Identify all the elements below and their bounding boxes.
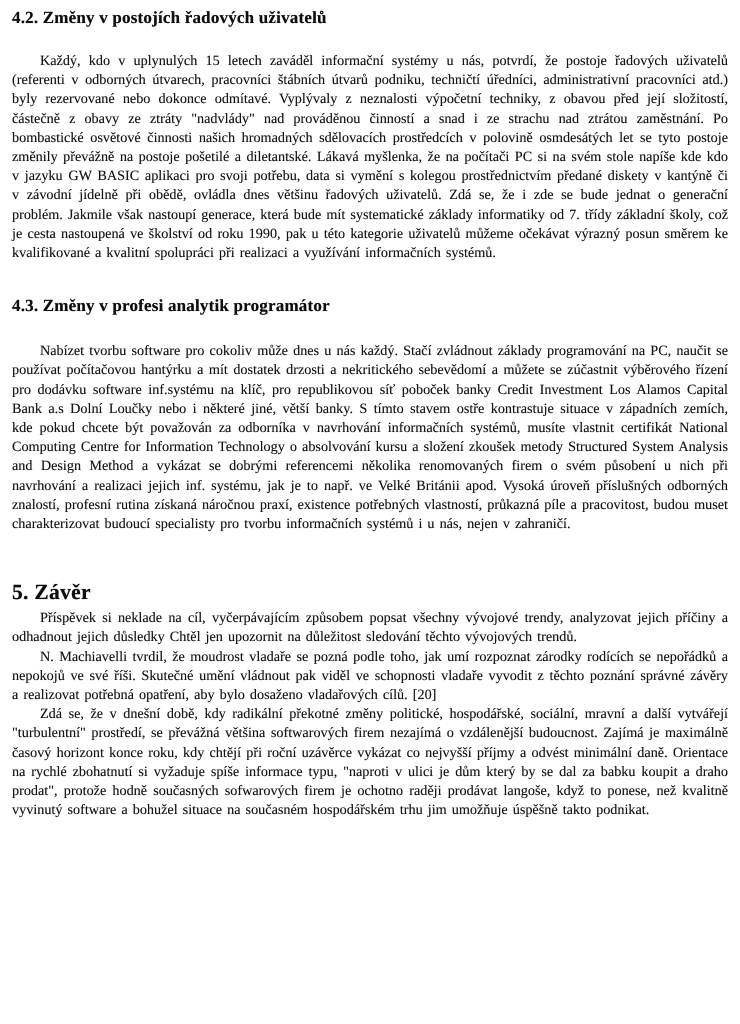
section-4-2-heading: 4.2. Změny v postojích řadových uživatelů xyxy=(12,8,327,27)
section-4-2 xyxy=(12,8,728,263)
section-4-3-heading: 4.3. Změny v profesi analytik programátor xyxy=(12,296,330,316)
section-4-2-paragraph: Každý, kdo v uplynulých 15 letech zaváděl informační systémy u nás, potvrdí, že postoje řadových uživatelů (referenti v odborných útvarech, pracovníci štábních útvarů podniku, techničtí úředníci, administrativní pracovníci atd.) byly rezervované nebo dokonce odmítavé. Vyplývaly z neznalosti výpočetní techniky, z obavou před její složitostí, částečně z obavy ze ztráty "nadvlády" nad prováděnou činností a snad i ze strachu nad ztrátou zaměstnání. Po bombastické osvětové činnosti našich hromadných sdělovacích prostředcích v polovině osmdesátých let se tyto postoje změnily převážně na postoje pošetilé a diletantské. Lákavá myšlenka, že na počítači PC si na svém stole napíše kde kdo v jazyku GW BASIC aplikaci pro svoji potřebu, data si vymění s kolegou prostřednictvím předané diskety v kantýně či v závodní jídelně při obědě, ovládla dnes většinu řadových uživatelů. Zdá se, že i zde se bude jednat o generační problém. Jakmile však nastoupí generace, která bude mít systematické základy informatiky od 7. třídy základní školy, což je cesta nastoupená ve školství od roku 1990, pak u této kategorie uživatelů můžeme očekávat výrazný posun směrem ke kvalifikované a kvalitní spolupráci při realizaci a využívání informačních systémů. xyxy=(12,53,728,262)
section-5-paragraph-1: Příspěvek si neklade na cíl, vyčerpávajícím způsobem popsat všechny vývojové trendy, analyzovat jejich příčiny a odhadnout jejich důsledky Chtěl jen upozornit na důležitost sledování těchto vývojových trendů. xyxy=(12,610,728,646)
section-5-heading: 5. Závěr xyxy=(12,580,91,605)
section-5 xyxy=(12,580,728,820)
section-4-3-paragraph: Nabízet tvorbu software pro cokoliv může dnes u nás každý. Stačí zvládnout základy programování na PC, naučit se používat počítačovou hantýrku a mít dostatek drzosti a nekritického sebevědomí a můžete se zúčastnit výběrového řízení pro dodávku software inf.systému na klíč, pro republikovou síť poboček banky Credit Investment Los Alamos Capital Bank a.s Dolní Loučky nebo i některé jiné, větší banky. S tímto stavem ostře kontrastuje situace v západních zemích, kde pokud chcete být považován za odborníka v navrhování informačních systémů, musíte vlastnit certifikát National Computing Centre for Information Technology o absolvování kursu a složení zkoušek metody Structured System Analysis and Design Method a vykázat se dobrými referencemi několika renomovaných firem o svém působení u nich při navrhování a realizaci jejich inf. systému, jak je to např. ve Velké Británii apod. Vysoká úroveň příslušných odborných znalostí, profesní rutina získaná náročnou praxí, existence potřebných vlastností, průkazná píle a pracovitost, budou muset charakterizovat budoucí specialisty pro tvorbu informačních systémů i u nás, nejen v zahraničí. xyxy=(12,343,728,533)
section-4-3 xyxy=(12,296,728,534)
section-5-paragraph-3: Zdá se, že v dnešní době, kdy radikální překotné změny politické, hospodářské, sociální, mravní a další vytvářejí "turbulentní" prostředí, se převážná většina softwarových firem nezajímá o vzdálenější budoucnost. Zajímá je maximálně časový horizont konce roku, kdy chtějí při roční uzávěrce vykázat co nejvyšší příjmy a odvést minimální daně. Orientace na rychlé zbohatnutí si vyžaduje spíše informace typu, "naproti v ulici je dům který by se dal za babku koupit a draho prodat", protože hodně současných sofwarových firem je ochotno raději prodávat langoše, když to ponese, než kvalitně vyvinutý software a bohužel situace na současném hospodářském trhu jim umožňuje úspěšně takto podnikat. xyxy=(12,706,728,819)
section-5-paragraph-2: N. Machiavelli tvrdil, že moudrost vladaře se pozná podle toho, jak umí rozpoznat zárodky rodících se nepořádků a nepokojů ve své říši. Skutečné umění vládnout pak viděl ve schopnosti vladaře vyvodit z těchto poznání správné závěry a realizovat potřebná opatření, aby bylo dosaženo vladařových cílů. [20] xyxy=(12,648,728,704)
